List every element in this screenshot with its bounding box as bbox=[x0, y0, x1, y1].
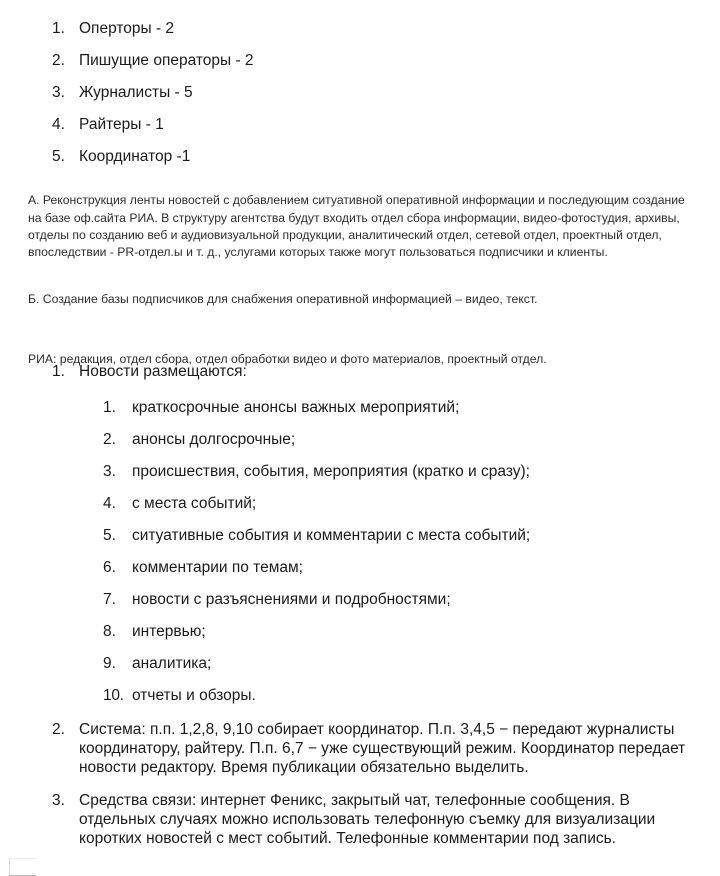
list-item bbox=[52, 83, 652, 102]
list-item bbox=[103, 494, 692, 513]
list-marker: 3. bbox=[52, 84, 65, 101]
list-marker: 3. bbox=[103, 463, 116, 480]
list-item bbox=[103, 686, 692, 705]
list-item-label: аналитика; bbox=[132, 655, 212, 672]
list-marker: 4. bbox=[52, 116, 65, 133]
list-item-label: Райтеры - 1 bbox=[79, 116, 164, 133]
list-marker: 7. bbox=[103, 591, 116, 608]
list-item bbox=[103, 590, 692, 609]
list-item bbox=[103, 526, 692, 545]
list-marker: 2. bbox=[52, 52, 65, 69]
list-item-label: Средства связи: интернет Феникс, закрытый чат, телефонные сообщения. В отдельных случаях можно использовать телефонную съемку для визуализации коротких новостей с мест событий. Телефонные комментарии под запись. bbox=[79, 792, 656, 847]
list-item-label: Журналисты - 5 bbox=[79, 84, 193, 101]
list-item-label: краткосрочные анонсы важных мероприятий; bbox=[132, 399, 460, 416]
list-marker: 1. bbox=[103, 399, 116, 416]
list-marker: 1. bbox=[52, 20, 65, 37]
list-marker: 2. bbox=[103, 431, 116, 448]
list-item bbox=[52, 19, 652, 38]
list-item bbox=[52, 115, 652, 134]
list-item-label: интервью; bbox=[132, 623, 206, 640]
list-marker: 5. bbox=[103, 527, 116, 544]
list-item-label: Оперторы - 2 bbox=[79, 20, 175, 37]
list-marker: 4. bbox=[103, 495, 116, 512]
list-item bbox=[103, 398, 692, 417]
list-item-label: новости с разъяснениями и подробностями; bbox=[132, 591, 451, 608]
list-item bbox=[103, 430, 692, 449]
list-item bbox=[103, 622, 692, 641]
list-item bbox=[52, 147, 652, 166]
list-marker: 2. bbox=[52, 721, 65, 738]
list-item bbox=[52, 791, 692, 848]
list-item-label: с места событий; bbox=[132, 495, 257, 512]
list-item-label: отчеты и обзоры. bbox=[132, 687, 256, 704]
paragraph-a: А. Реконструкция ленты новостей с добавлением ситуативной оперативной информации и последующим создание на базе оф.сайта РИА. В структуру агентства будут входить отдел сбора информации, видео-фотостудия, архивы, отделы по созданию веб и аудиовизуальной продукции, аналитический отдел, сетевой отдел, проектный отдел, впоследствии - PR-отдел.ы и т. д., услугами которых также могут пользоваться подписчики и клиенты. bbox=[28, 193, 685, 260]
list-item-label: происшествия, события, мероприятия (кратко и сразу); bbox=[132, 463, 530, 480]
news-list bbox=[52, 362, 692, 861]
list-item bbox=[103, 462, 692, 481]
list-item bbox=[103, 654, 692, 673]
list-marker: 8. bbox=[103, 623, 116, 640]
list-marker: 5. bbox=[52, 148, 65, 165]
list-marker: 10. bbox=[103, 687, 124, 704]
paragraph-b: Б. Создание базы подписчиков для снабжения оперативной информацией – видео, текст. bbox=[28, 292, 538, 307]
list-item bbox=[52, 720, 692, 777]
list-item bbox=[52, 362, 692, 705]
list-marker: 6. bbox=[103, 559, 116, 576]
list-marker: 1. bbox=[52, 363, 65, 380]
list-marker: 3. bbox=[52, 792, 65, 809]
list-item-label: Система: п.п. 1,2,8, 9,10 собирает координатор. П.п. 3,4,5 − передают журналисты координатору, райтеру. П.п. 6,7 − уже существующий режим. Координатор передает новости редактору. Время публикации обязательно выделить. bbox=[79, 721, 686, 776]
list-item-label: Пишущие операторы - 2 bbox=[79, 52, 254, 69]
news-sublist bbox=[79, 398, 692, 705]
list-marker: 9. bbox=[103, 655, 116, 672]
list-item bbox=[103, 558, 692, 577]
list-item bbox=[52, 51, 652, 70]
paragraph-ria: РИА: редакция, отдел сбора, отдел обработки видео и фото материалов, проектный отдел. bbox=[28, 352, 547, 367]
staff-list bbox=[52, 19, 652, 179]
page-corner-mark bbox=[9, 858, 36, 876]
list-item-label: Новости размещаются: bbox=[79, 363, 247, 380]
list-item-label: анонсы долгосрочные; bbox=[132, 431, 296, 448]
list-item-label: ситуативные события и комментарии с места событий; bbox=[132, 527, 531, 544]
list-item-label: комментарии по темам; bbox=[132, 559, 303, 576]
list-item-label: Координатор -1 bbox=[79, 148, 191, 165]
